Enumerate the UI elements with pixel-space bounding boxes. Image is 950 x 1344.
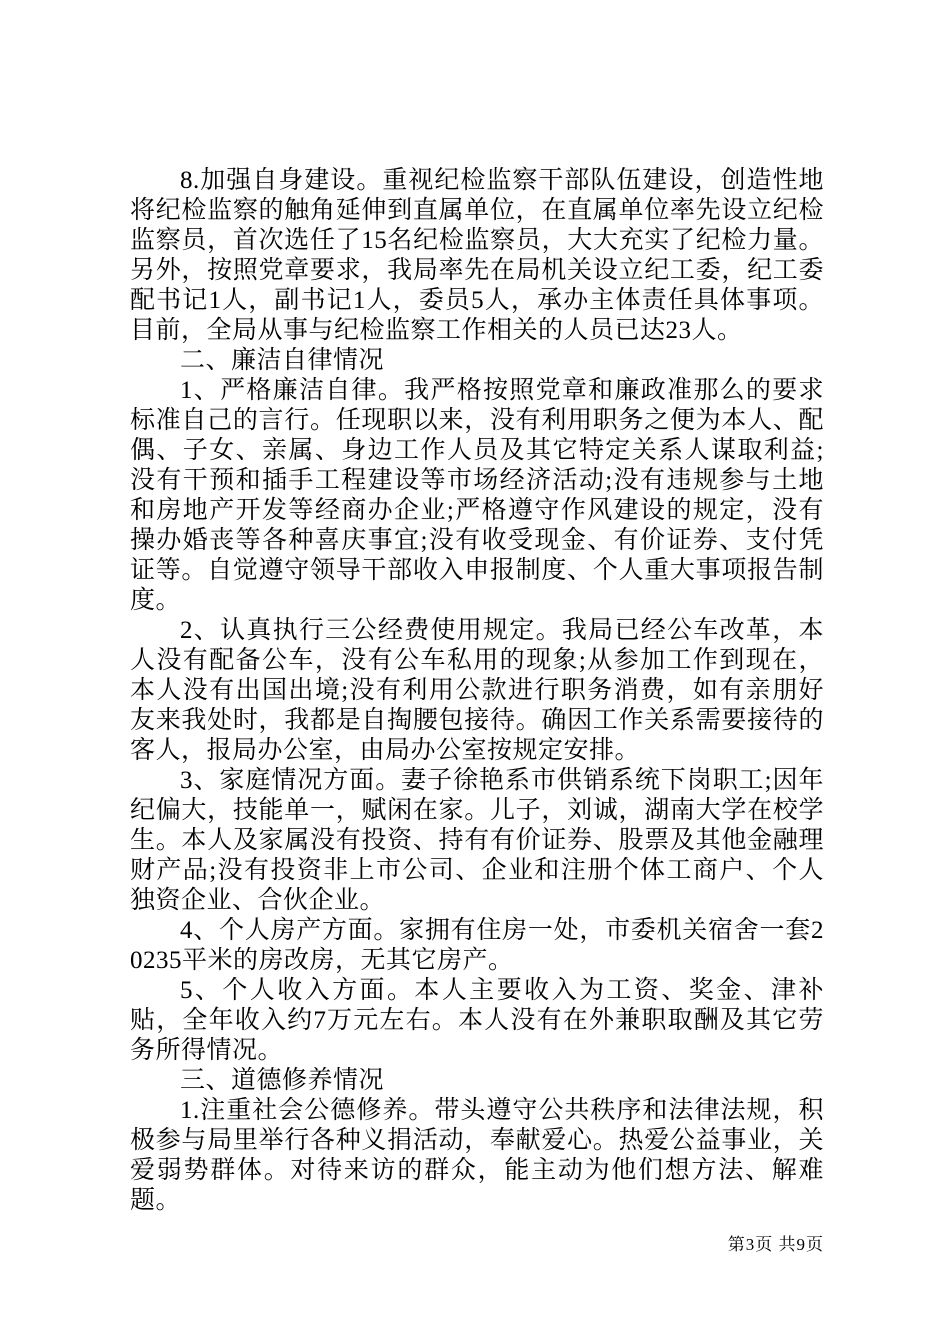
document-body: [130, 166, 824, 1216]
section-heading-moral-cultivation: 三、道德修养情况: [180, 1067, 385, 1094]
section-heading-integrity-self-discipline: 二、廉洁自律情况: [180, 347, 385, 374]
paragraph-personal-income: 5、个人收入方面。本人主要收入为工资、奖金、津补贴，全年收入约7万元左右。本人没有在外兼职取酬及其它劳务所得情况。: [130, 977, 824, 1064]
paragraph-three-public-expenses: 2、认真执行三公经费使用规定。我局已经公车改革，本人没有配备公车，没有公车私用的现象;从参加工作到现在，本人没有出国出境;没有利用公款进行职务消费，如有亲朋好友来我处时，我都是自掏腰包接待。确因工作关系需要接待的客人，报局办公室，由局办公室按规定安排。: [130, 617, 824, 764]
paragraph-social-morality: 1.注重社会公德修养。带头遵守公共秩序和法律法规，积极参与局里举行各种义捐活动，奉献爱心。热爱公益事业，关爱弱势群体。对待来访的群众，能主动为他们想方法、解难题。: [130, 1097, 824, 1214]
page-number: 第3页 共9页: [727, 1235, 824, 1254]
paragraph-personal-property: 4、个人房产方面。家拥有住房一处，市委机关宿舍一套20235平米的房改房，无其它房产。: [130, 917, 824, 974]
paragraph-family-situation: 3、家庭情况方面。妻子徐艳系市供销系统下岗职工;因年纪偏大，技能单一，赋闲在家。儿子，刘诚，湖南大学在校学生。本人及家属没有投资、持有有价证券、股票及其他金融理财产品;没有投资非上市公司、企业和注册个体工商户、个人独资企业、合伙企业。: [130, 767, 824, 914]
page-footer: [130, 1230, 824, 1255]
paragraph-self-building: 8.加强自身建设。重视纪检监察干部队伍建设，创造性地将纪检监察的触角延伸到直属单位，在直属单位率先设立纪检监察员，首次选任了15名纪检监察员，大大充实了纪检力量。另外，按照党章要求，我局率先在局机关设立纪工委，纪工委配书记1人，副书记1人，委员5人，承办主体责任具体事项。目前，全局从事与纪检监察工作相关的人员已达23人。: [130, 167, 824, 344]
paragraph-strict-integrity: 1、严格廉洁自律。我严格按照党章和廉政准那么的要求标准自己的言行。任现职以来，没有利用职务之便为本人、配偶、子女、亲属、身边工作人员及其它特定关系人谋取利益;没有干预和插手工程建设等市场经济活动;没有违规参与土地和房地产开发等经商办企业;严格遵守作风建设的规定，没有操办婚丧等各种喜庆事宜;没有收受现金、有价证券、支付凭证等。自觉遵守领导干部收入申报制度、个人重大事项报告制度。: [130, 377, 824, 614]
